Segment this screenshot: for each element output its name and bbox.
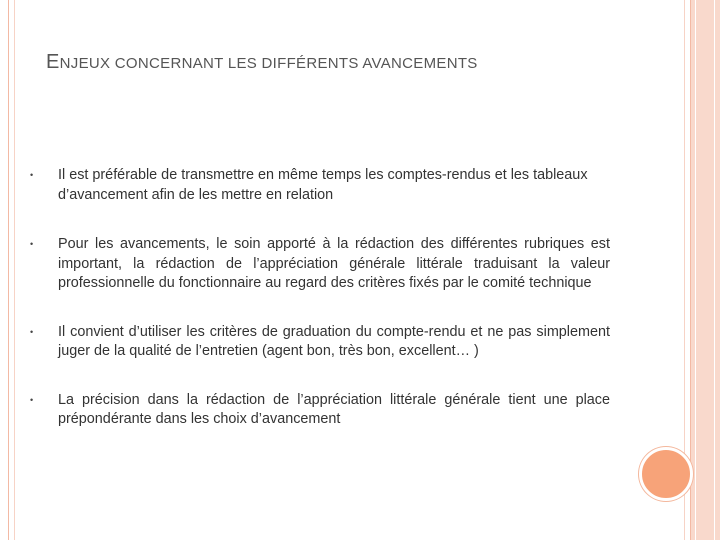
list-item (30, 323, 610, 362)
bullet-icon: • (30, 170, 34, 180)
bullet-icon: • (30, 394, 34, 405)
bullet-text: La précision dans la rédaction de l’appréciation littérale générale tient une place prépondérante dans les choix d’avancement (58, 391, 610, 427)
list-item (30, 166, 610, 205)
list-item (30, 391, 610, 430)
bullet-text: Il convient d’utiliser les critères de graduation du compte-rendu et ne pas simplement juger de la qualité de l’entretien (agent bon, très bon, excellent… ) (58, 323, 610, 359)
bullet-text: Il est préférable de transmettre en même temps les comptes-rendus et les tableaux d’avancement afin de les mettre en relation (58, 167, 588, 203)
list-item (30, 235, 610, 294)
bullet-icon: • (30, 239, 34, 249)
decorative-orange-circle (639, 447, 693, 501)
bullet-list (30, 166, 610, 459)
slide-title: ENJEUX CONCERNANT LES DIFFÉRENTS AVANCEMENTS (46, 51, 478, 73)
bullet-text: Pour les avancements, le soin apporté à la rédaction des différentes rubriques est important, la rédaction de l’appréciation générale littérale traduisant la valeur professionnelle du fonctionnaire au regard des critères fixés par le comité technique (58, 236, 610, 291)
bullet-icon: • (30, 326, 34, 337)
decorative-right-band-lines (695, 0, 715, 540)
